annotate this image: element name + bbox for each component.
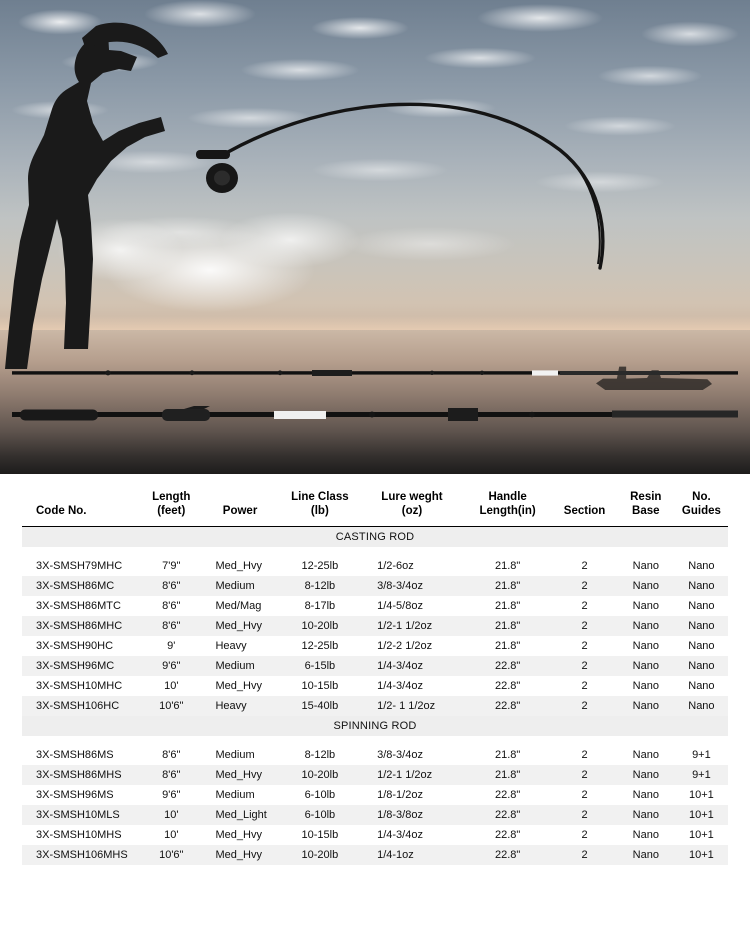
- cell-handle-length: 21.8": [494, 560, 521, 573]
- cell-power: Med_Hvy: [215, 680, 262, 693]
- cell-lure-weight: 1/4-3/4oz: [377, 829, 423, 842]
- cell-line-class: 10-20lb: [279, 765, 361, 785]
- group-label: CASTING ROD: [22, 527, 728, 548]
- cell-handle-length: 21.8": [494, 600, 521, 613]
- cell-no-guides: Nano: [688, 680, 715, 693]
- cell-length: 9'6": [141, 656, 201, 676]
- table-row: [22, 745, 728, 765]
- cell-code: 3X-SMSH79MHC: [36, 560, 123, 573]
- cell-line-class: 15-40lb: [279, 696, 361, 716]
- cell-power: Med_Hvy: [201, 765, 278, 785]
- cell-line-class: 8-12lb: [279, 576, 361, 596]
- cell-code: 3X-SMSH90HC: [36, 640, 114, 653]
- table-row: [22, 676, 728, 696]
- table-row: [22, 845, 728, 865]
- cell-length: 10': [164, 829, 179, 842]
- cell-power: Medium: [201, 656, 278, 676]
- cell-length: 7'9": [162, 560, 181, 573]
- cell-length: 8'6": [162, 749, 181, 762]
- cell-handle-length: 22.8": [494, 789, 521, 802]
- cell-lure-weight: 1/2-6oz: [377, 560, 414, 573]
- table-group-header: [22, 527, 728, 548]
- table-body: [22, 527, 728, 866]
- cell-line-class: 6-10lb: [279, 805, 361, 825]
- cell-handle-length: 22.8": [494, 829, 521, 842]
- cell-lure-weight: 1/4-1oz: [361, 845, 463, 865]
- cell-resin-base: Nano: [632, 640, 659, 653]
- cell-no-guides: Nano: [675, 576, 728, 596]
- column-header-length: Length (feet): [152, 491, 191, 518]
- cell-line-class: 10-15lb: [301, 829, 339, 842]
- cell-handle-length: 21.8": [494, 640, 521, 653]
- cell-code: 3X-SMSH106HC: [22, 696, 141, 716]
- cell-resin-base: Nano: [632, 600, 659, 613]
- cell-lure-weight: 1/2-1 1/2oz: [361, 765, 463, 785]
- cell-handle-length: 21.8": [494, 749, 521, 762]
- cell-handle-length: 21.8": [463, 765, 553, 785]
- cell-length: 9'6": [162, 789, 181, 802]
- cell-no-guides: 10+1: [689, 789, 714, 802]
- cell-power: Med_Light: [201, 805, 278, 825]
- column-header-line-class: Line Class (lb): [291, 491, 349, 518]
- cell-handle-length: 21.8": [463, 616, 553, 636]
- cell-length: 8'6": [162, 600, 181, 613]
- cell-resin-base: Nano: [617, 696, 675, 716]
- cell-section: 2: [552, 765, 616, 785]
- column-header-handle-length: Handle Length(in): [479, 491, 536, 518]
- cell-section: 2: [552, 805, 616, 825]
- cell-code: 3X-SMSH10MHS: [36, 829, 122, 842]
- cell-resin-base: Nano: [632, 789, 659, 802]
- cell-handle-length: 22.8": [463, 656, 553, 676]
- cell-length: 9': [167, 640, 176, 653]
- cell-line-class: 10-15lb: [301, 680, 339, 693]
- cell-length: 8'6": [141, 765, 201, 785]
- cell-length: 8'6": [141, 616, 201, 636]
- cell-lure-weight: 1/4-3/4oz: [361, 656, 463, 676]
- cell-length: 10'6": [141, 845, 201, 865]
- cell-lure-weight: 1/4-5/8oz: [377, 600, 423, 613]
- cell-section: 2: [552, 656, 616, 676]
- cell-section: 2: [552, 696, 616, 716]
- group-spacer: [22, 736, 728, 745]
- product-rod-with-handle-image: [12, 406, 738, 426]
- cell-resin-base: Nano: [617, 656, 675, 676]
- cell-no-guides: Nano: [688, 600, 715, 613]
- cell-code: 3X-SMSH86MHC: [22, 616, 141, 636]
- cell-resin-base: Nano: [617, 765, 675, 785]
- cell-line-class: 6-10lb: [304, 789, 336, 802]
- cell-no-guides: Nano: [675, 616, 728, 636]
- cell-power: Med_Hvy: [201, 845, 278, 865]
- table-row: [22, 825, 728, 845]
- column-header-no-guides: No. Guides: [681, 491, 721, 518]
- cell-line-class: 12-25lb: [301, 640, 339, 653]
- column-header-resin-base: Resin Base: [630, 491, 662, 518]
- specification-section: [0, 474, 750, 926]
- cell-resin-base: Nano: [632, 680, 659, 693]
- cell-line-class: 12-25lb: [301, 560, 339, 573]
- column-header-section: Section: [563, 505, 606, 518]
- cell-no-guides: 10+1: [675, 805, 728, 825]
- cell-code: 3X-SMSH96MS: [36, 789, 114, 802]
- table-row: [22, 696, 728, 716]
- column-header-code: Code No.: [36, 505, 87, 518]
- cell-section: 2: [552, 576, 616, 596]
- table-row: [22, 765, 728, 785]
- cell-handle-length: 22.8": [463, 696, 553, 716]
- cell-resin-base: Nano: [632, 829, 659, 842]
- cell-power: Heavy: [201, 696, 278, 716]
- bent-fishing-rod-icon: [0, 0, 750, 400]
- cell-section: 2: [581, 680, 588, 693]
- product-rod-blank-image: [12, 368, 738, 378]
- cell-section: 2: [552, 845, 616, 865]
- group-spacer: [22, 547, 728, 556]
- cell-line-class: 8-12lb: [304, 749, 336, 762]
- table-row: [22, 596, 728, 616]
- table-row: [22, 576, 728, 596]
- cell-power: Med/Mag: [215, 600, 262, 613]
- group-label: SPINNING ROD: [22, 716, 728, 736]
- cell-power: Med_Hvy: [215, 829, 262, 842]
- cell-resin-base: Nano: [632, 749, 659, 762]
- cell-power: Med_Hvy: [201, 616, 278, 636]
- cell-code: 3X-SMSH106MHS: [22, 845, 141, 865]
- cell-lure-weight: 1/2- 1 1/2oz: [361, 696, 463, 716]
- cell-code: 3X-SMSH86MS: [36, 749, 114, 762]
- cell-no-guides: Nano: [688, 640, 715, 653]
- cell-section: 2: [552, 616, 616, 636]
- cell-length: 10': [164, 680, 179, 693]
- cell-lure-weight: 1/8-1/2oz: [377, 789, 423, 802]
- cell-handle-length: 21.8": [463, 576, 553, 596]
- table-header: [22, 488, 728, 527]
- cell-section: 2: [581, 749, 588, 762]
- cell-lure-weight: 1/2-1 1/2oz: [361, 616, 463, 636]
- cell-code: 3X-SMSH96MC: [22, 656, 141, 676]
- specification-table: [22, 488, 728, 865]
- cell-no-guides: 9+1: [675, 765, 728, 785]
- cell-line-class: 8-17lb: [304, 600, 336, 613]
- cell-length: 10'6": [141, 696, 201, 716]
- cell-length: 8'6": [141, 576, 201, 596]
- table-group-header: [22, 716, 728, 736]
- cell-length: 10': [141, 805, 201, 825]
- cell-resin-base: Nano: [632, 560, 659, 573]
- cell-power: Medium: [215, 749, 255, 762]
- cell-code: 3X-SMSH86MTC: [36, 600, 121, 613]
- cell-resin-base: Nano: [617, 845, 675, 865]
- cell-handle-length: 22.8": [463, 845, 553, 865]
- cell-power: Medium: [215, 789, 255, 802]
- column-header-power: Power: [222, 505, 258, 518]
- cell-lure-weight: 1/8-3/8oz: [361, 805, 463, 825]
- column-header-lure-weight: Lure weght (oz): [381, 491, 443, 518]
- cell-code: 3X-SMSH86MC: [22, 576, 141, 596]
- table-row: [22, 656, 728, 676]
- cell-power: Medium: [201, 576, 278, 596]
- cell-resin-base: Nano: [617, 616, 675, 636]
- cell-code: 3X-SMSH86MHS: [22, 765, 141, 785]
- cell-line-class: 6-15lb: [279, 656, 361, 676]
- table-row: [22, 616, 728, 636]
- cell-section: 2: [581, 640, 588, 653]
- cell-code: 3X-SMSH10MHC: [36, 680, 123, 693]
- cell-no-guides: 10+1: [675, 845, 728, 865]
- cell-no-guides: Nano: [675, 696, 728, 716]
- cell-no-guides: 9+1: [692, 749, 711, 762]
- cell-lure-weight: 3/8-3/4oz: [361, 576, 463, 596]
- cell-resin-base: Nano: [617, 576, 675, 596]
- cell-no-guides: Nano: [688, 560, 715, 573]
- cell-handle-length: 22.8": [494, 680, 521, 693]
- table-row: [22, 636, 728, 656]
- cell-no-guides: 10+1: [689, 829, 714, 842]
- table-row: [22, 805, 728, 825]
- cell-power: Heavy: [215, 640, 247, 653]
- cell-lure-weight: 1/2-2 1/2oz: [377, 640, 433, 653]
- cell-section: 2: [581, 789, 588, 802]
- cell-section: 2: [581, 560, 588, 573]
- cell-line-class: 10-20lb: [279, 616, 361, 636]
- cell-resin-base: Nano: [617, 805, 675, 825]
- cell-handle-length: 22.8": [463, 805, 553, 825]
- cell-line-class: 10-20lb: [279, 845, 361, 865]
- table-row: [22, 785, 728, 805]
- table-row: [22, 556, 728, 576]
- cell-code: 3X-SMSH10MLS: [22, 805, 141, 825]
- cell-section: 2: [581, 829, 588, 842]
- cell-power: Med_Hvy: [215, 560, 262, 573]
- cell-section: 2: [581, 600, 588, 613]
- cell-no-guides: Nano: [675, 656, 728, 676]
- cell-lure-weight: 1/4-3/4oz: [377, 680, 423, 693]
- cell-lure-weight: 3/8-3/4oz: [377, 749, 423, 762]
